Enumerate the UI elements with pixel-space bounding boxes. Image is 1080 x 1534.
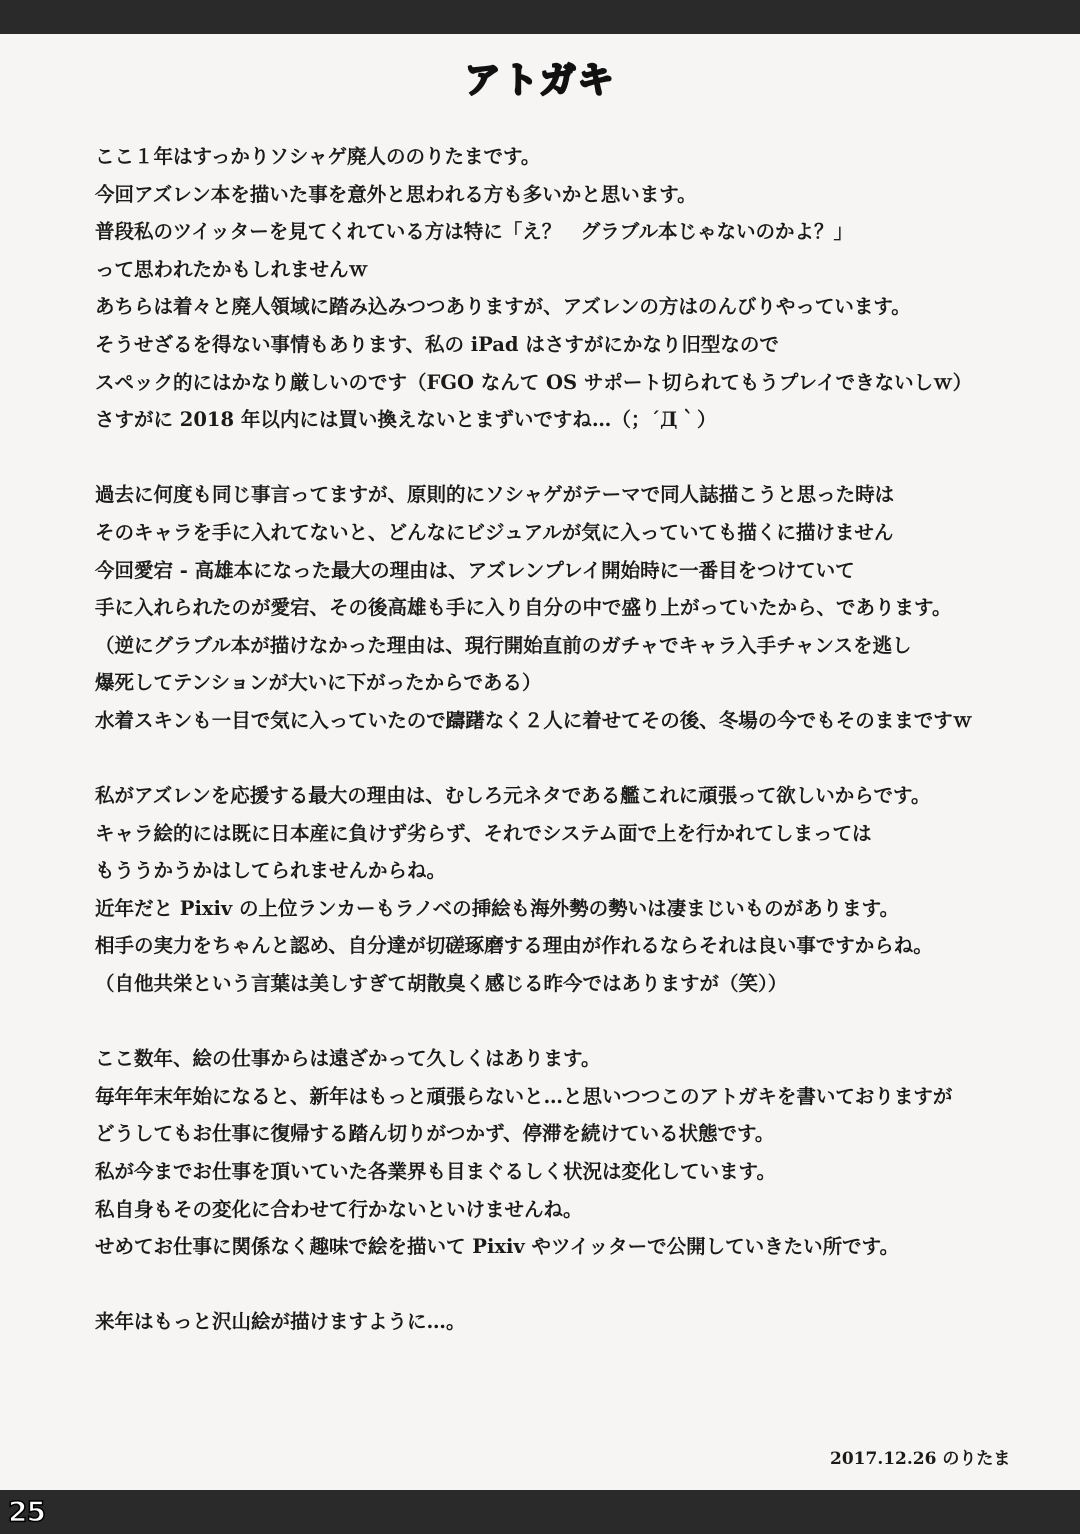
top-border: [0, 0, 1080, 34]
text-line: ここ数年、絵の仕事からは遠ざかって久しくはあります。: [95, 1047, 601, 1071]
text-line: 私が今までお仕事を頂いていた各業界も目まぐるしく状況は変化しています。: [95, 1160, 776, 1184]
text-line: 近年だと Pixiv の上位ランカーもラノベの挿絵も海外勢の勢いは凄まじいものがあります。: [95, 896, 900, 920]
afterword-body: [95, 138, 1070, 1341]
text-line: って思われたかもしれませんｗ: [95, 257, 369, 281]
text-line: どうしてもお仕事に復帰する踏ん切りがつかず、停滞を続けている状態です。: [95, 1122, 775, 1146]
page-title: アトガキ: [464, 60, 616, 101]
text-line: もううかうかはしてられませんからね。: [95, 859, 447, 883]
text-line: 普段私のツイッターを見てくれている方は特に「え？ グラブル本じゃないのかよ？」: [95, 220, 853, 244]
text-line: 手に入れられたのが愛宕、その後高雄も手に入り自分の中で盛り上がっていたから、であります。: [95, 596, 952, 620]
text-line: 来年はもっと沢山絵が描けますように…。: [95, 1310, 466, 1334]
paragraph-gap: [95, 439, 1070, 477]
text-line: あちらは着々と廃人領域に踏み込みつつありますが、アズレンの方はのんびりやっています。: [95, 295, 911, 319]
paragraph-gap: [95, 1003, 1070, 1041]
text-line: 爆死してテンションが大いに下がったからである）: [95, 671, 542, 695]
text-line: ここ１年はすっかりソシャゲ廃人ののりたまです。: [95, 145, 541, 168]
text-line: スペック的にはかなり厳しいのです（FGO なんて OS サポート切られてもうプレイできないしｗ）: [95, 370, 973, 394]
text-line: 相手の実力をちゃんと認め、自分達が切磋琢磨する理由が作れるならそれは良い事ですからね。: [95, 934, 933, 958]
paragraph-gap: [95, 740, 1070, 778]
paragraph-gap: [95, 1266, 1070, 1304]
text-line: キャラ絵的には既に日本産に負けず劣らず、それでシステム面で上を行かれてしまっては: [95, 821, 872, 845]
bottom-border: [0, 1490, 1080, 1534]
text-line: （自他共栄という言葉は美しすぎて胡散臭く感じる昨今ではありますが（笑））: [95, 972, 788, 996]
signature-date: 2017.12.26 のりたま: [830, 1449, 1011, 1469]
text-line: 今回アズレン本を描いた事を意外と思われる方も多いかと思います。: [95, 182, 697, 206]
text-line: 私自身もその変化に合わせて行かないといけませんね。: [95, 1197, 583, 1221]
text-line: さすがに 2018 年以内には買い換えないとまずいですね…（；´Д｀）: [95, 408, 717, 432]
text-line: せめてお仕事に関係なく趣味で絵を描いて Pixiv やツイッターで公開していきたい所です。: [95, 1235, 900, 1259]
text-line: 水着スキンも一目で気に入っていたので躊躇なく２人に着せてその後、冬場の今でもそのままですｗ: [95, 708, 973, 732]
text-line: （逆にグラブル本が描けなかった理由は、現行開始直前のガチャでキャラ入手チャンスを逃し: [95, 633, 912, 657]
text-line: そのキャラを手に入れてないと、どんなにビジュアルが気に入っていても描くに描けません: [95, 520, 894, 544]
page-number: 25: [8, 1495, 45, 1528]
text-line: 今回愛宕 - 高雄本になった最大の理由は、アズレンプレイ開始時に一番目をつけていて: [95, 558, 855, 582]
text-line: 過去に何度も同じ事言ってますが、原則的にソシャゲがテーマで同人誌描こうと思った時は: [95, 483, 895, 507]
text-line: そうせざるを得ない事情もあります、私の iPad はさすがにかなり旧型なので: [95, 332, 779, 356]
text-line: 私がアズレンを応援する最大の理由は、むしろ元ネタである艦これに頑張って欲しいからです。: [95, 784, 931, 808]
text-line: 毎年年末年始になると、新年はもっと頑張らないと…と思いつつこのアトガキを書いておりますが: [95, 1084, 953, 1108]
